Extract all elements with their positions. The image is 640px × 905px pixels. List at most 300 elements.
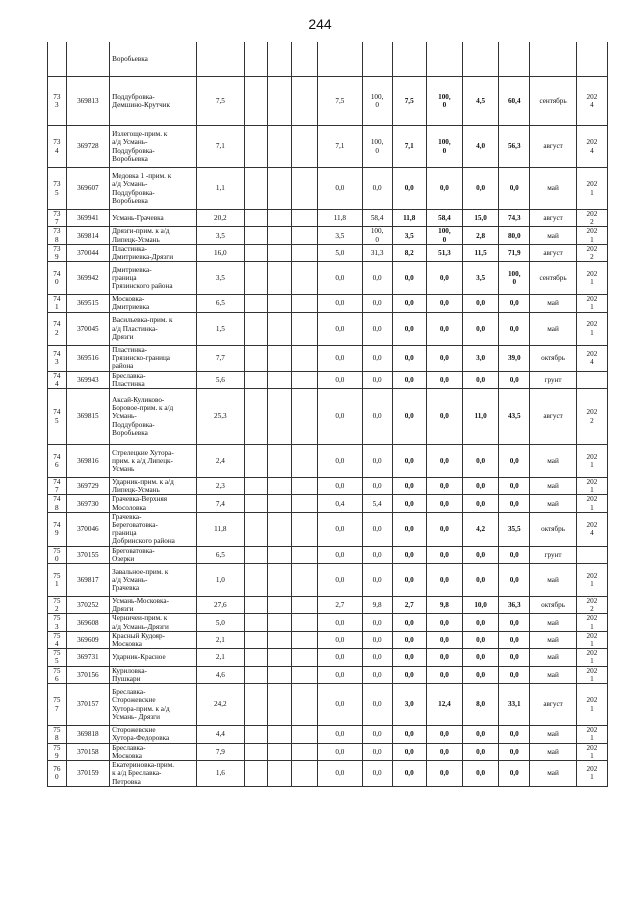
cell-c10: 0,0 (392, 345, 426, 371)
cell-c11: 100, 0 (426, 126, 462, 168)
cell-c8: 7,5 (318, 77, 363, 126)
cell-c7 (292, 168, 318, 210)
cell-c10: 0,0 (392, 564, 426, 597)
row-number (48, 42, 67, 77)
cell-c5 (244, 77, 268, 126)
cell-c7 (292, 649, 318, 666)
cell-year: 202 1 (576, 649, 607, 666)
cell-c5 (244, 389, 268, 445)
road-name: Бреславка- Пластинка (110, 371, 197, 388)
table-row (48, 631, 608, 648)
cell-c5 (244, 295, 268, 312)
road-length: 11,8 (197, 512, 245, 546)
road-length: 2,1 (197, 631, 245, 648)
table-row (48, 478, 608, 495)
cell-c12: 8,0 (463, 684, 499, 726)
road-name: Сторожевские Хутора-Федоровка (110, 726, 197, 743)
cell-c7 (292, 512, 318, 546)
road-code: 369516 (66, 345, 109, 371)
cell-c5 (244, 371, 268, 388)
road-length: 2,1 (197, 649, 245, 666)
road-length: 1,6 (197, 760, 245, 786)
road-name: Пластинка- Грязинско-граница района (110, 345, 197, 371)
cell-c10: 0,0 (392, 168, 426, 210)
cell-c6 (268, 312, 292, 345)
cell-c12: 2,8 (463, 227, 499, 244)
cell-month: май (530, 649, 577, 666)
road-name: Екатериновка-прим. к а/д Бреславка- Петровка (110, 760, 197, 786)
row-number: 73 7 (48, 210, 67, 227)
cell-c7 (292, 244, 318, 261)
road-length: 20,2 (197, 210, 245, 227)
cell-c5 (244, 210, 268, 227)
road-name: Завальное-прим. к а/д Усмань- Грачевка (110, 564, 197, 597)
cell-c12: 0,0 (463, 495, 499, 512)
cell-c9: 5,4 (362, 495, 392, 512)
cell-c10: 3,0 (392, 684, 426, 726)
cell-c10: 0,0 (392, 666, 426, 683)
cell-c11: 51,3 (426, 244, 462, 261)
cell-c8: 0,0 (318, 743, 363, 760)
cell-c8: 5,0 (318, 244, 363, 261)
row-number: 75 0 (48, 546, 67, 563)
cell-c12: 0,0 (463, 666, 499, 683)
cell-c10: 0,0 (392, 631, 426, 648)
cell-c5 (244, 684, 268, 726)
cell-c10: 0,0 (392, 295, 426, 312)
cell-month: май (530, 227, 577, 244)
row-number: 74 2 (48, 312, 67, 345)
cell-c8: 2,7 (318, 597, 363, 614)
cell-c5 (244, 42, 268, 77)
cell-c8: 0,0 (318, 371, 363, 388)
table-row (48, 649, 608, 666)
table-row (48, 42, 608, 77)
cell-c10: 7,1 (392, 126, 426, 168)
cell-month: август (530, 684, 577, 726)
road-code: 369731 (66, 649, 109, 666)
road-code: 369818 (66, 726, 109, 743)
cell-c8: 0,0 (318, 389, 363, 445)
road-code: 370044 (66, 244, 109, 261)
cell-c13: 0,0 (499, 168, 530, 210)
cell-month: май (530, 614, 577, 631)
cell-c6 (268, 262, 292, 295)
cell-month: октябрь (530, 512, 577, 546)
road-name: Бреславка- Московка (110, 743, 197, 760)
cell-c13: 0,0 (499, 760, 530, 786)
cell-month: май (530, 168, 577, 210)
table-row (48, 244, 608, 261)
road-code: 369515 (66, 295, 109, 312)
cell-c9: 0,0 (362, 295, 392, 312)
cell-c6 (268, 512, 292, 546)
cell-c9: 100, 0 (362, 126, 392, 168)
cell-c13: 0,0 (499, 649, 530, 666)
cell-c6 (268, 684, 292, 726)
cell-c12 (463, 42, 499, 77)
cell-c5 (244, 743, 268, 760)
cell-c7 (292, 684, 318, 726)
table-row (48, 126, 608, 168)
cell-c9: 9,8 (362, 597, 392, 614)
cell-c10: 0,0 (392, 389, 426, 445)
cell-c11: 0,0 (426, 168, 462, 210)
cell-c9 (362, 42, 392, 77)
cell-c10: 0,0 (392, 760, 426, 786)
cell-c11: 0,0 (426, 726, 462, 743)
cell-c6 (268, 345, 292, 371)
cell-c8: 0,0 (318, 312, 363, 345)
road-name: Московка- Дмитриевка (110, 295, 197, 312)
road-name: Черничеи-прим. к а/д Усмань-Дрязги (110, 614, 197, 631)
row-number: 73 8 (48, 227, 67, 244)
row-number: 74 8 (48, 495, 67, 512)
cell-c12: 0,0 (463, 760, 499, 786)
cell-year: 202 2 (576, 597, 607, 614)
cell-c6 (268, 77, 292, 126)
cell-year: 202 4 (576, 126, 607, 168)
cell-month: май (530, 666, 577, 683)
road-length: 2,3 (197, 478, 245, 495)
cell-c10: 11,8 (392, 210, 426, 227)
cell-c13: 0,0 (499, 312, 530, 345)
road-name: Дрязги-прим. к а/д Липецк-Усмань (110, 227, 197, 244)
cell-year: 202 1 (576, 445, 607, 478)
cell-c12: 4,5 (463, 77, 499, 126)
road-length: 6,5 (197, 546, 245, 563)
cell-c7 (292, 564, 318, 597)
road-name: Излегоще-прим. к а/д Усмань- Поддубровка- Воробьевка (110, 126, 197, 168)
row-number: 73 4 (48, 126, 67, 168)
cell-c6 (268, 546, 292, 563)
road-length: 4,4 (197, 726, 245, 743)
cell-year: 202 1 (576, 726, 607, 743)
cell-c6 (268, 168, 292, 210)
cell-month: май (530, 312, 577, 345)
row-number: 74 9 (48, 512, 67, 546)
cell-c13 (499, 42, 530, 77)
cell-c6 (268, 726, 292, 743)
cell-year: 202 1 (576, 312, 607, 345)
cell-c6 (268, 564, 292, 597)
cell-year: 202 2 (576, 244, 607, 261)
cell-c5 (244, 666, 268, 683)
cell-c6 (268, 614, 292, 631)
road-code: 370155 (66, 546, 109, 563)
cell-c13: 0,0 (499, 631, 530, 648)
cell-month (530, 42, 577, 77)
cell-c11 (426, 42, 462, 77)
row-number: 74 5 (48, 389, 67, 445)
cell-c9: 0,0 (362, 312, 392, 345)
road-length: 6,5 (197, 295, 245, 312)
cell-c8: 0,0 (318, 445, 363, 478)
cell-c11: 0,0 (426, 546, 462, 563)
road-code: 369817 (66, 564, 109, 597)
cell-c12: 0,0 (463, 564, 499, 597)
cell-c11: 100, 0 (426, 77, 462, 126)
cell-c9: 100, 0 (362, 227, 392, 244)
cell-c13: 56,3 (499, 126, 530, 168)
cell-c6 (268, 666, 292, 683)
cell-c13: 0,0 (499, 478, 530, 495)
cell-c13: 74,3 (499, 210, 530, 227)
cell-month: май (530, 631, 577, 648)
road-name: Дмитриевка- граница Грязинского района (110, 262, 197, 295)
cell-year: 202 1 (576, 614, 607, 631)
cell-c9: 0,0 (362, 666, 392, 683)
cell-year: 202 1 (576, 564, 607, 597)
cell-c13: 43,5 (499, 389, 530, 445)
road-code: 369816 (66, 445, 109, 478)
cell-year: 202 2 (576, 210, 607, 227)
table-row (48, 77, 608, 126)
cell-c7 (292, 743, 318, 760)
cell-c9: 0,0 (362, 445, 392, 478)
road-code: 369943 (66, 371, 109, 388)
road-code: 369608 (66, 614, 109, 631)
row-number: 75 4 (48, 631, 67, 648)
cell-c8: 0,0 (318, 478, 363, 495)
cell-c5 (244, 262, 268, 295)
cell-month: сентябрь (530, 262, 577, 295)
road-length: 4,6 (197, 666, 245, 683)
row-number: 74 4 (48, 371, 67, 388)
cell-month: май (530, 478, 577, 495)
cell-year: 202 1 (576, 295, 607, 312)
cell-c11: 0,0 (426, 649, 462, 666)
table-row (48, 666, 608, 683)
road-name: Поддубровка- Демшино-Крутчик (110, 77, 197, 126)
cell-c7 (292, 478, 318, 495)
road-name: Красный Кудояр- Московка (110, 631, 197, 648)
table-row (48, 295, 608, 312)
row-number: 73 9 (48, 244, 67, 261)
road-code: 369813 (66, 77, 109, 126)
cell-c12: 11,0 (463, 389, 499, 445)
cell-c6 (268, 295, 292, 312)
cell-c5 (244, 495, 268, 512)
cell-c13: 0,0 (499, 546, 530, 563)
table-row (48, 760, 608, 786)
road-code: 370046 (66, 512, 109, 546)
cell-c11: 0,0 (426, 345, 462, 371)
cell-year: 202 1 (576, 743, 607, 760)
cell-month: май (530, 564, 577, 597)
road-length: 27,6 (197, 597, 245, 614)
cell-c9: 0,0 (362, 631, 392, 648)
cell-c8: 0,0 (318, 760, 363, 786)
road-name: Грачевка-Верхняя Мосоловка (110, 495, 197, 512)
road-name: Усмань-Московка- Дрязги (110, 597, 197, 614)
cell-c13: 0,0 (499, 666, 530, 683)
cell-c12: 4,2 (463, 512, 499, 546)
cell-c9: 0,0 (362, 345, 392, 371)
cell-year: 202 1 (576, 666, 607, 683)
cell-c12: 0,0 (463, 614, 499, 631)
cell-c10: 8,2 (392, 244, 426, 261)
cell-c6 (268, 126, 292, 168)
road-code: 370157 (66, 684, 109, 726)
cell-c6 (268, 495, 292, 512)
cell-c5 (244, 614, 268, 631)
road-code (66, 42, 109, 77)
road-name: Аксай-Куликово- Боровое-прим. к а/д Усмань- Поддубровка- Воробьевка (110, 389, 197, 445)
cell-c7 (292, 389, 318, 445)
cell-c7 (292, 666, 318, 683)
table-body (48, 42, 608, 786)
cell-c9: 0,0 (362, 684, 392, 726)
road-name: Грачевка- Береговатовка- граница Добринского района (110, 512, 197, 546)
cell-c12: 0,0 (463, 726, 499, 743)
cell-month: октябрь (530, 597, 577, 614)
cell-year: 202 4 (576, 77, 607, 126)
cell-c10 (392, 42, 426, 77)
cell-c10: 0,0 (392, 262, 426, 295)
cell-c9: 0,0 (362, 478, 392, 495)
cell-c9: 0,0 (362, 512, 392, 546)
road-length: 16,0 (197, 244, 245, 261)
cell-c9: 0,0 (362, 262, 392, 295)
table-row (48, 210, 608, 227)
cell-c13: 0,0 (499, 726, 530, 743)
cell-c7 (292, 546, 318, 563)
cell-c5 (244, 760, 268, 786)
cell-c11: 100, 0 (426, 227, 462, 244)
cell-c10: 0,0 (392, 312, 426, 345)
table-row (48, 262, 608, 295)
cell-month: май (530, 445, 577, 478)
road-length: 5,6 (197, 371, 245, 388)
cell-c5 (244, 345, 268, 371)
road-length: 7,4 (197, 495, 245, 512)
table-row (48, 371, 608, 388)
cell-c6 (268, 743, 292, 760)
cell-c8: 3,5 (318, 227, 363, 244)
cell-year: 202 1 (576, 262, 607, 295)
table-row (48, 312, 608, 345)
cell-year: 202 1 (576, 760, 607, 786)
table-row (48, 597, 608, 614)
table-row (48, 389, 608, 445)
cell-c11: 0,0 (426, 262, 462, 295)
cell-c7 (292, 614, 318, 631)
cell-c9: 0,0 (362, 743, 392, 760)
cell-c7 (292, 345, 318, 371)
cell-c6 (268, 210, 292, 227)
table-row (48, 168, 608, 210)
road-code: 370156 (66, 666, 109, 683)
cell-c5 (244, 726, 268, 743)
cell-c6 (268, 649, 292, 666)
cell-c5 (244, 597, 268, 614)
roads-table (47, 42, 608, 787)
cell-year: 202 1 (576, 227, 607, 244)
cell-c11: 0,0 (426, 478, 462, 495)
table-row (48, 564, 608, 597)
cell-c11: 0,0 (426, 743, 462, 760)
cell-c5 (244, 227, 268, 244)
cell-c10: 0,0 (392, 371, 426, 388)
road-length: 1,5 (197, 312, 245, 345)
page-number: 244 (308, 16, 332, 32)
cell-c10: 0,0 (392, 649, 426, 666)
road-code: 370045 (66, 312, 109, 345)
road-code: 369942 (66, 262, 109, 295)
cell-c13: 0,0 (499, 564, 530, 597)
cell-c10: 0,0 (392, 445, 426, 478)
cell-c7 (292, 495, 318, 512)
row-number: 74 6 (48, 445, 67, 478)
cell-c6 (268, 227, 292, 244)
cell-c10: 7,5 (392, 77, 426, 126)
row-number: 75 5 (48, 649, 67, 666)
road-code: 369815 (66, 389, 109, 445)
cell-c12: 0,0 (463, 631, 499, 648)
road-length: 2,4 (197, 445, 245, 478)
cell-c8: 0,0 (318, 726, 363, 743)
cell-month: май (530, 295, 577, 312)
cell-c9: 58,4 (362, 210, 392, 227)
cell-c9: 0,0 (362, 614, 392, 631)
road-length: 7,9 (197, 743, 245, 760)
cell-year: 202 1 (576, 478, 607, 495)
cell-c8: 0,0 (318, 666, 363, 683)
cell-c12: 3,0 (463, 345, 499, 371)
table-row (48, 495, 608, 512)
cell-c11: 9,8 (426, 597, 462, 614)
cell-c13: 80,0 (499, 227, 530, 244)
cell-c11: 0,0 (426, 614, 462, 631)
cell-c9: 31,3 (362, 244, 392, 261)
row-number: 76 0 (48, 760, 67, 786)
table-row (48, 445, 608, 478)
cell-c12: 4,0 (463, 126, 499, 168)
cell-c11: 0,0 (426, 445, 462, 478)
cell-c9: 0,0 (362, 389, 392, 445)
cell-c11: 0,0 (426, 312, 462, 345)
cell-c5 (244, 631, 268, 648)
cell-c9: 0,0 (362, 564, 392, 597)
cell-c8: 0,0 (318, 546, 363, 563)
cell-c8: 0,0 (318, 614, 363, 631)
cell-c7 (292, 371, 318, 388)
cell-c5 (244, 168, 268, 210)
table-row (48, 227, 608, 244)
cell-c13: 0,0 (499, 614, 530, 631)
cell-c12: 3,5 (463, 262, 499, 295)
road-code: 370252 (66, 597, 109, 614)
road-length: 1,1 (197, 168, 245, 210)
cell-c6 (268, 244, 292, 261)
road-length (197, 42, 245, 77)
cell-c11: 12,4 (426, 684, 462, 726)
table-row (48, 546, 608, 563)
table-row (48, 726, 608, 743)
cell-c9: 0,0 (362, 546, 392, 563)
road-name: Пластинка- Дмитриевка-Дрязги (110, 244, 197, 261)
cell-c10: 3,5 (392, 227, 426, 244)
cell-c10: 0,0 (392, 478, 426, 495)
cell-c7 (292, 631, 318, 648)
table-row (48, 345, 608, 371)
cell-c10: 0,0 (392, 495, 426, 512)
road-name: Воробьевка (110, 42, 197, 77)
cell-c6 (268, 371, 292, 388)
cell-c12: 11,5 (463, 244, 499, 261)
cell-c10: 0,0 (392, 743, 426, 760)
